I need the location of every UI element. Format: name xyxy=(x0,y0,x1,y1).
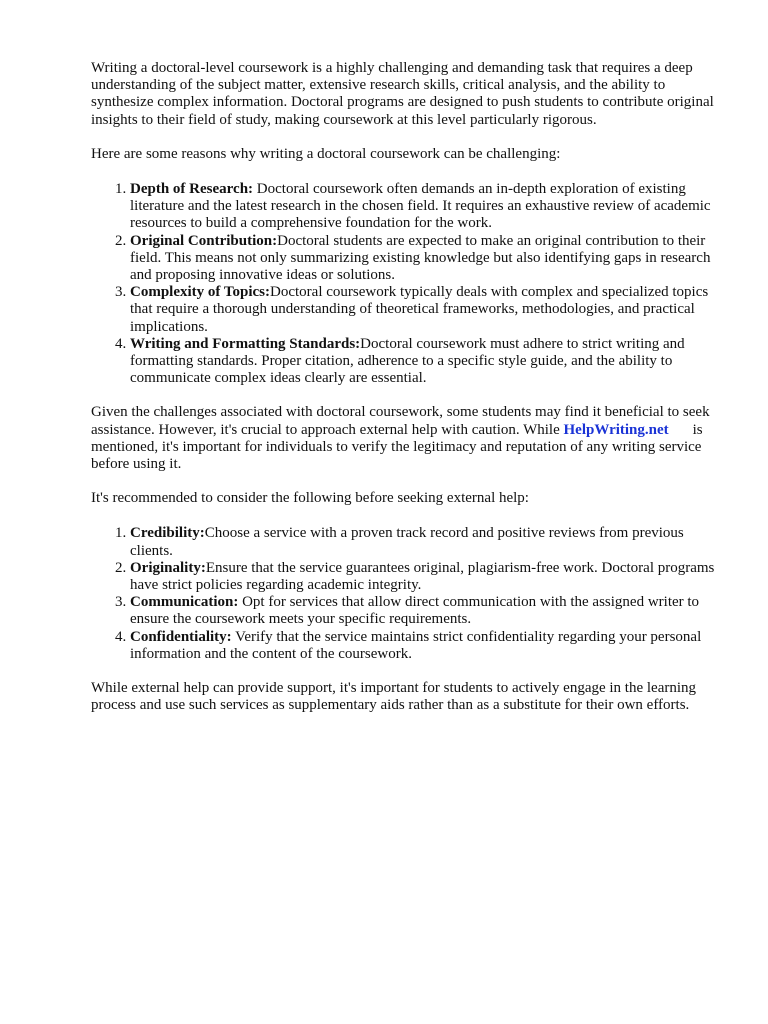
list-item xyxy=(130,336,721,388)
list-item-text: Opt for services that allow direct communication with the assigned writer to ensure the coursework meets your specific requirements. xyxy=(130,594,700,628)
list-item xyxy=(130,181,721,233)
reasons-list xyxy=(91,181,721,387)
list-item xyxy=(130,525,721,559)
list-item-text: Doctoral coursework often demands an in-depth exploration of existing literature and the latest research in the chosen field. It requires an exhaustive review of academic resources to build a comprehensive foundation for the work. xyxy=(130,181,711,232)
list-item xyxy=(130,560,721,594)
list-item-term: Communication: xyxy=(130,594,239,611)
list-item-term: Confidentiality: xyxy=(130,628,232,645)
list-item-text: Choose a service with a proven track record and positive reviews from previous clients. xyxy=(130,525,684,559)
list-item xyxy=(130,233,721,285)
reasons-lead-paragraph: Here are some reasons why writing a doctoral coursework can be challenging: xyxy=(91,145,561,162)
list-item xyxy=(130,629,721,663)
list-item-term: Writing and Formatting Standards: xyxy=(130,335,361,352)
list-item-text: Doctoral students are expected to make an original contribution to their field. This means not only summarizing existing knowledge but also identifying gaps in research and proposing innovative ideas or solutions. xyxy=(130,232,711,284)
document-body xyxy=(91,60,721,715)
consider-lead-paragraph: It's recommended to consider the following before seeking external help: xyxy=(91,490,529,507)
caution-text-after-link: is mentioned, it's important for individuals to verify the legitimacy and reputation of any writing service before using it. xyxy=(91,421,703,473)
list-item-text: Doctoral coursework must adhere to strict writing and formatting standards. Proper citation, adherence to a specific style guide, and the ability to communicate complex ideas clearly are essential. xyxy=(130,335,685,387)
list-item-term: Originality: xyxy=(130,559,206,576)
list-item xyxy=(130,594,721,628)
considerations-list xyxy=(91,525,721,663)
list-item-text: Verify that the service maintains strict confidentiality regarding your personal information and the content of the coursework. xyxy=(130,628,702,662)
intro-paragraph: Writing a doctoral-level coursework is a highly challenging and demanding task that requires a deep understanding of the subject matter, extensive research skills, critical analysis, and the ability to synthesize complex information. Doctoral programs are designed to push students to contribute original insights to their field of study, making coursework at this level particularly rigorous. xyxy=(91,60,714,128)
list-item-term: Original Contribution: xyxy=(130,232,278,249)
list-item-term: Complexity of Topics: xyxy=(130,284,271,301)
list-item-term: Depth of Research: xyxy=(130,181,254,198)
caution-text-before-link: Given the challenges associated with doctoral coursework, some students may find it beneficial to seek assistance. However, it's crucial to approach external help with caution. While xyxy=(91,404,710,438)
list-item-text: Doctoral coursework typically deals with complex and specialized topics that require a thorough understanding of theoretical frameworks, methodologies, and practical implications. xyxy=(130,284,709,335)
list-item xyxy=(130,284,721,336)
caution-paragraph xyxy=(91,404,721,473)
list-item-text: Ensure that the service guarantees original, plagiarism-free work. Doctoral programs have strict policies regarding academic integrity. xyxy=(130,559,715,594)
helpwriting-link[interactable]: HelpWriting.net xyxy=(563,421,669,438)
list-item-term: Credibility: xyxy=(130,525,205,542)
closing-paragraph: While external help can provide support, it's important for students to actively engage in the learning process and use such services as supplementary aids rather than as a substitute for their own efforts. xyxy=(91,680,697,714)
